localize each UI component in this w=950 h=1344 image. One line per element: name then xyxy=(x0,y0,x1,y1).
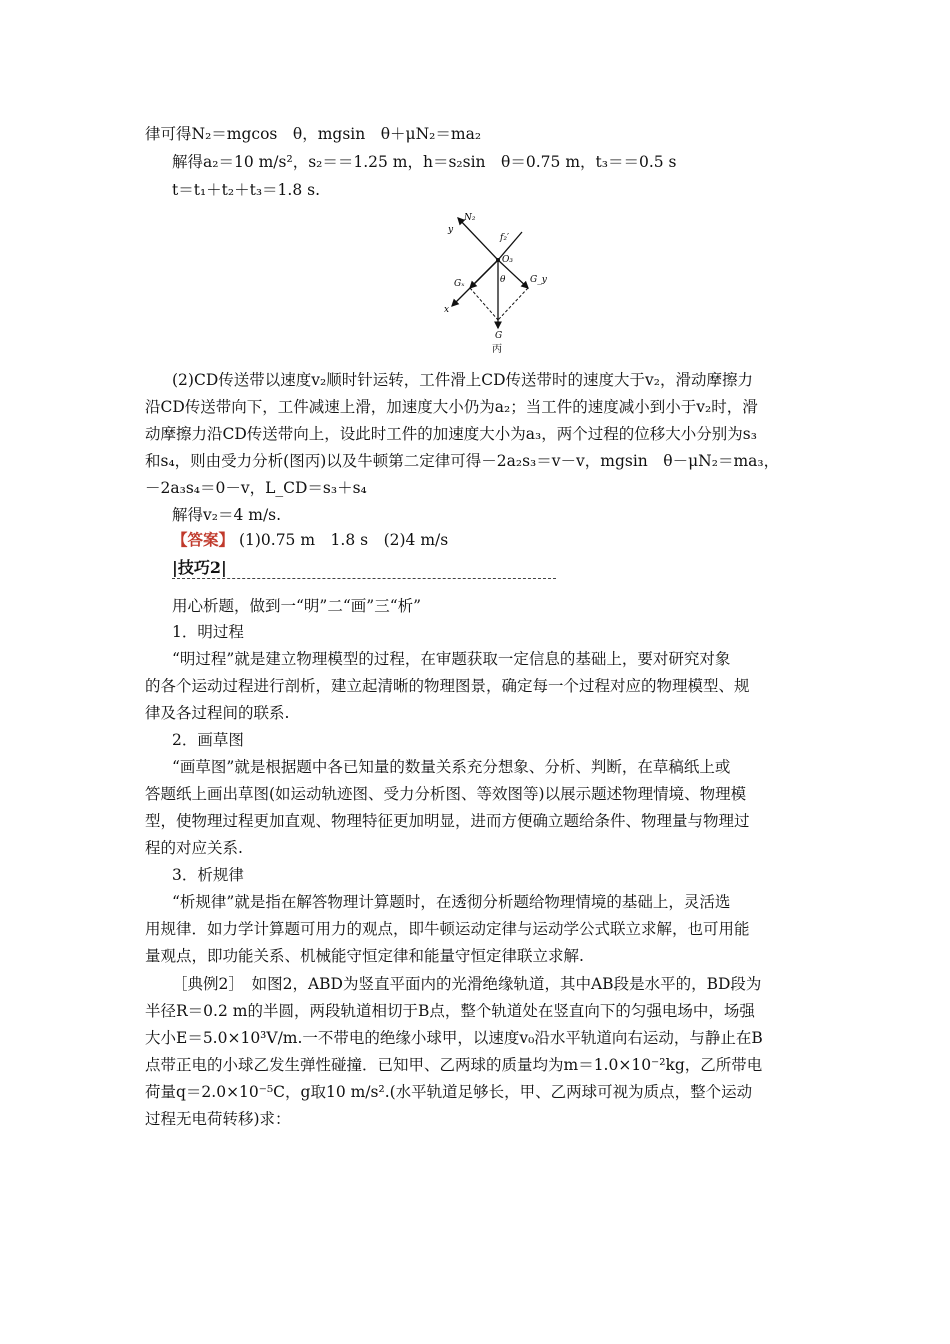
text-line-12: “明过程”就是建立物理模型的过程，在审题获取一定信息的基础上，要对研究对象 xyxy=(172,650,731,668)
text-line-1: 律可得N₂＝mgcos θ，mgsin θ＋μN₂＝ma₂ xyxy=(145,125,482,143)
text-line-10: 用心析题，做到一“明”二“画”三“析” xyxy=(172,597,422,615)
label-gx: Gₓ xyxy=(454,279,465,289)
text-line-18: 型，使物理过程更加直观、物理特征更加明显，进而方便确立题给条件、物理量与物理过 xyxy=(145,812,750,830)
text-line-25: 半径R＝0.2 m的半圆，两段轨道相切于B点，整个轨道处在竖直向下的匀强电场中，场强 xyxy=(145,1002,755,1020)
text-line-9: 解得v₂＝4 m/s. xyxy=(172,506,282,524)
text-line-24: ［典例2］ 如图2，ABD为竖直平面内的光滑绝缘轨道，其中AB段是水平的，BD段为 xyxy=(172,975,762,993)
text-line-22: 用规律．如力学计算题可用力的观点，即牛顿运动定律与运动学公式联立求解，也可用能 xyxy=(145,920,750,938)
answer-line xyxy=(172,530,448,550)
text-line-8: －2a₃s₄＝0－v，L_CD＝s₃＋s₄ xyxy=(145,479,367,497)
label-o3: O₃ xyxy=(502,255,513,265)
label-gy: G_y xyxy=(530,275,547,285)
text-line-7: 和s₄，则由受力分析(图丙)以及牛顿第二定律可得－2a₂s₃＝v－v，mgsin θ－μN₂＝ma₃， xyxy=(145,452,780,470)
text-line-15: 2．画草图 xyxy=(172,731,244,749)
text-line-29: 过程无电荷转移)求： xyxy=(145,1110,291,1128)
label-bing: 丙 xyxy=(492,344,502,355)
text-line-23: 量观点，即功能关系、机械能守恒定律和能量守恒定律联立求解. xyxy=(145,947,584,965)
label-g: G xyxy=(495,331,503,341)
text-line-28: 荷量q＝2.0×10⁻⁵C，g取10 m/s².(水平轨道足够长，甲、乙两球可视为质点，整个运动 xyxy=(145,1083,753,1101)
answer-tag: 【答案】 xyxy=(172,530,235,549)
text-line-4: (2)CD传送带以速度v₂顺时针运转，工件滑上CD传送带时的速度大于v₂，滑动摩擦力 xyxy=(172,371,753,389)
section-heading: |技巧2| xyxy=(172,558,227,577)
text-line-27: 点带正电的小球乙发生弹性碰撞．已知甲、乙两球的质量均为m＝1.0×10⁻²kg，乙所带电 xyxy=(145,1056,763,1074)
heading-divider xyxy=(172,578,556,579)
label-y: y xyxy=(448,225,454,235)
text-line-13: 的各个运动过程进行剖析，建立起清晰的物理图景，确定每一个过程对应的物理模型、规 xyxy=(145,677,750,695)
answer-text: (1)0.75 m 1.8 s (2)4 m/s xyxy=(238,531,449,549)
label-theta: θ xyxy=(500,275,506,285)
text-line-21: “析规律”就是指在解答物理计算题时，在透彻分析题给物理情境的基础上，灵活选 xyxy=(172,893,731,911)
label-x: x xyxy=(444,305,450,315)
text-line-5: 沿CD传送带向下，工件减速上滑，加速度大小仍为a₂；当工件的速度减小到小于v₂时，滑 xyxy=(145,398,758,416)
text-line-14: 律及各过程间的联系. xyxy=(145,704,290,722)
text-line-19: 程的对应关系. xyxy=(145,839,243,857)
label-f2: f₂′ xyxy=(500,233,509,243)
text-line-11: 1．明过程 xyxy=(172,623,244,641)
text-line-26: 大小E＝5.0×10³V/m.一不带电的绝缘小球甲，以速度v₀沿水平轨道向右运动，与静止在B xyxy=(145,1029,763,1047)
text-line-3: t＝t₁＋t₂＋t₃＝1.8 s. xyxy=(172,181,321,199)
text-line-16: “画草图”就是根据题中各已知量的数量关系充分想象、分析、判断，在草稿纸上或 xyxy=(172,758,731,776)
force-diagram xyxy=(440,210,547,360)
text-line-17: 答题纸上画出草图(如运动轨迹图、受力分析图、等效图等)以展示题述物理情境、物理模 xyxy=(145,785,747,803)
text-line-20: 3．析规律 xyxy=(172,866,244,884)
text-line-2: 解得a₂＝10 m/s²，s₂＝＝1.25 m，h＝s₂sin θ＝0.75 m，t₃＝＝0.5 s xyxy=(172,153,677,171)
label-n2: N₂ xyxy=(464,213,476,223)
text-line-6: 动摩擦力沿CD传送带向上，设此时工件的加速度大小为a₃，两个过程的位移大小分别为s₃ xyxy=(145,425,757,443)
